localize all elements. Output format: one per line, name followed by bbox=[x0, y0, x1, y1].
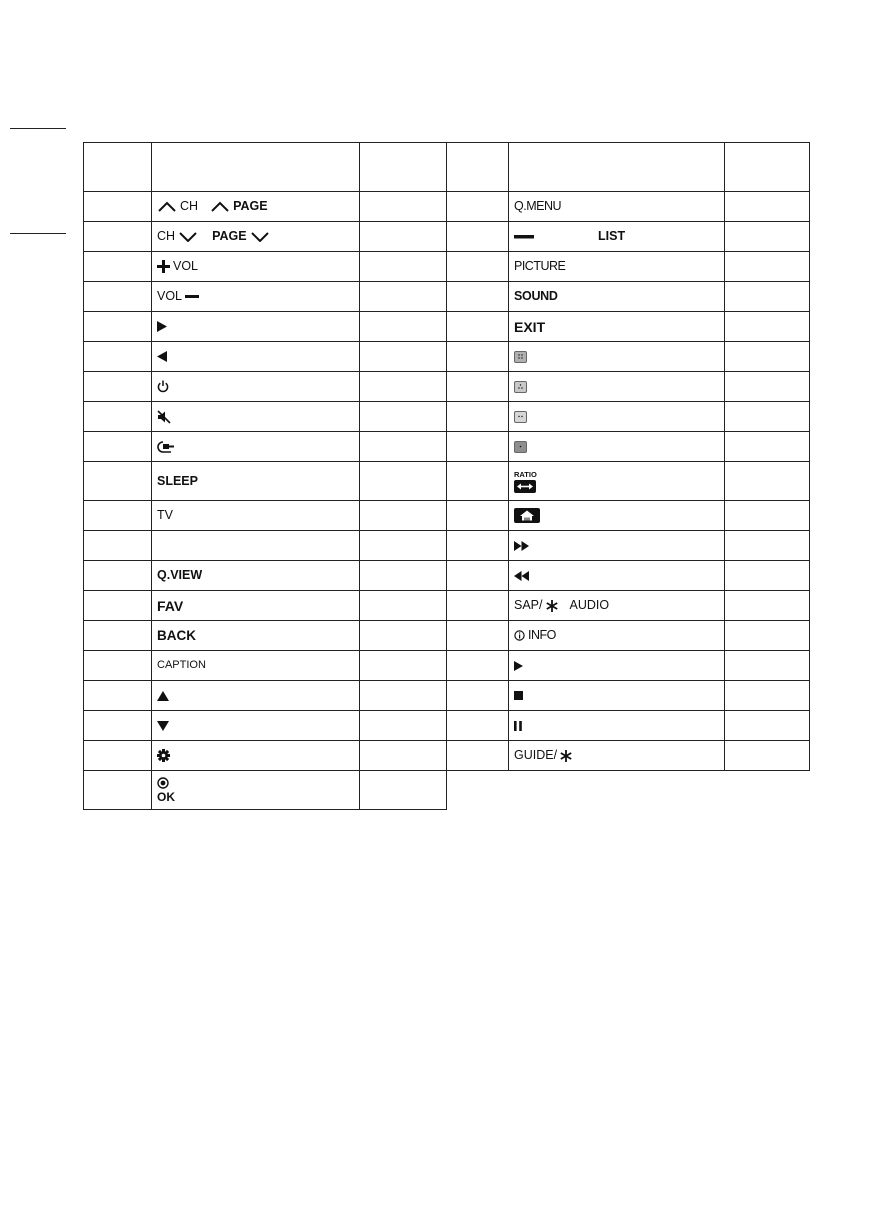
header-cell bbox=[725, 143, 810, 192]
table-cell bbox=[84, 531, 152, 561]
ratio-label: RATIO bbox=[514, 469, 537, 479]
red-key-icon bbox=[514, 351, 527, 363]
table-cell bbox=[447, 531, 509, 561]
table-cell bbox=[509, 192, 725, 222]
table-row bbox=[84, 741, 447, 771]
table-cell bbox=[447, 741, 509, 771]
table-cell bbox=[725, 741, 810, 771]
table-cell bbox=[360, 222, 447, 252]
table-cell bbox=[725, 462, 810, 501]
table-cell bbox=[360, 501, 447, 531]
mute-icon bbox=[157, 410, 171, 424]
table-cell bbox=[360, 681, 447, 711]
table-row bbox=[84, 252, 447, 282]
sap-label: SAP/ bbox=[514, 598, 543, 613]
caption-label: CAPTION bbox=[157, 659, 206, 671]
table-row bbox=[84, 312, 447, 342]
table-cell bbox=[725, 432, 810, 462]
yellow-key-icon bbox=[514, 411, 527, 423]
table-cell bbox=[152, 561, 360, 591]
table-cell bbox=[447, 591, 509, 621]
table-row bbox=[447, 402, 810, 432]
table-row bbox=[84, 591, 447, 621]
back-label: BACK bbox=[157, 627, 196, 643]
header-cell bbox=[152, 143, 360, 192]
fav-label: FAV bbox=[157, 597, 184, 614]
vol-label: VOL bbox=[157, 289, 183, 304]
table-row bbox=[447, 501, 810, 531]
header-cell bbox=[447, 143, 509, 192]
table-cell bbox=[725, 651, 810, 681]
minus-icon bbox=[514, 235, 534, 239]
table-cell bbox=[447, 681, 509, 711]
table-cell bbox=[152, 222, 360, 252]
table-row bbox=[447, 252, 810, 282]
table-cell bbox=[725, 681, 810, 711]
table-cell bbox=[152, 342, 360, 372]
table-row bbox=[447, 282, 810, 312]
info-label: INFO bbox=[528, 628, 556, 643]
left-key-table bbox=[83, 142, 447, 810]
table-cell bbox=[152, 432, 360, 462]
table-cell bbox=[725, 531, 810, 561]
picture-label: PICTURE bbox=[514, 259, 566, 274]
table-cell bbox=[152, 741, 360, 771]
chevron-down-icon bbox=[178, 231, 198, 242]
table-cell bbox=[509, 282, 725, 312]
table-cell bbox=[152, 372, 360, 402]
table-cell bbox=[509, 741, 725, 771]
table-row bbox=[84, 372, 447, 402]
plus-icon bbox=[157, 260, 170, 273]
table-cell bbox=[725, 402, 810, 432]
table-cell bbox=[360, 651, 447, 681]
table-row bbox=[84, 192, 447, 222]
right-key-table bbox=[446, 142, 810, 771]
table-cell bbox=[84, 312, 152, 342]
table-cell bbox=[360, 282, 447, 312]
table-cell bbox=[509, 501, 725, 531]
table-cell bbox=[509, 222, 725, 252]
margin-rule-bottom bbox=[10, 233, 66, 234]
table-cell bbox=[725, 252, 810, 282]
table-cell bbox=[509, 342, 725, 372]
table-cell bbox=[152, 711, 360, 741]
sound-label: SOUND bbox=[514, 289, 558, 304]
table-cell bbox=[84, 282, 152, 312]
tv-label: TV bbox=[157, 508, 173, 523]
page-label: PAGE bbox=[212, 229, 247, 244]
table-cell bbox=[84, 252, 152, 282]
table-cell bbox=[725, 342, 810, 372]
table-cell bbox=[725, 312, 810, 342]
qview-label: Q.VIEW bbox=[157, 568, 203, 583]
table-cell bbox=[725, 282, 810, 312]
pause-icon bbox=[514, 721, 522, 731]
guide-label: GUIDE/ bbox=[514, 748, 558, 763]
table-cell bbox=[84, 372, 152, 402]
table-cell bbox=[447, 651, 509, 681]
table-cell bbox=[152, 462, 360, 501]
table-cell bbox=[84, 741, 152, 771]
chevron-up-icon bbox=[157, 201, 177, 212]
table-row bbox=[447, 531, 810, 561]
table-cell bbox=[447, 711, 509, 741]
table-header-row bbox=[447, 143, 810, 192]
sleep-label: SLEEP bbox=[157, 473, 198, 488]
ok-label: OK bbox=[157, 789, 175, 804]
table-cell bbox=[447, 372, 509, 402]
asterisk-icon bbox=[546, 600, 558, 612]
table-cell bbox=[509, 402, 725, 432]
table-cell bbox=[509, 681, 725, 711]
stop-icon bbox=[514, 691, 523, 700]
table-cell bbox=[360, 711, 447, 741]
table-cell bbox=[447, 402, 509, 432]
chevron-down-icon bbox=[250, 231, 270, 242]
table-cell bbox=[84, 621, 152, 651]
list-label: LIST bbox=[598, 229, 626, 244]
table-cell bbox=[447, 342, 509, 372]
table-cell bbox=[509, 651, 725, 681]
ch-label: CH bbox=[157, 229, 176, 244]
table-cell bbox=[152, 771, 360, 810]
table-cell bbox=[360, 402, 447, 432]
table-cell bbox=[509, 252, 725, 282]
table-cell bbox=[152, 591, 360, 621]
table-row bbox=[447, 561, 810, 591]
table-row bbox=[84, 621, 447, 651]
table-cell bbox=[84, 771, 152, 810]
table-cell bbox=[509, 462, 725, 501]
table-cell bbox=[84, 591, 152, 621]
table-cell bbox=[84, 561, 152, 591]
exit-label: EXIT bbox=[514, 318, 546, 335]
table-row bbox=[84, 681, 447, 711]
table-row bbox=[447, 711, 810, 741]
table-row bbox=[84, 462, 447, 501]
table-cell bbox=[725, 621, 810, 651]
table-row bbox=[84, 282, 447, 312]
table-cell bbox=[509, 591, 725, 621]
table-row bbox=[84, 531, 447, 561]
table-cell bbox=[360, 462, 447, 501]
vol-label: VOL bbox=[173, 259, 199, 274]
table-cell bbox=[447, 192, 509, 222]
blue-key-icon bbox=[514, 441, 527, 453]
table-cell bbox=[447, 222, 509, 252]
rewind-icon bbox=[514, 571, 529, 581]
audio-label: AUDIO bbox=[569, 598, 610, 613]
table-cell bbox=[360, 432, 447, 462]
table-row bbox=[447, 192, 810, 222]
header-cell bbox=[509, 143, 725, 192]
table-row bbox=[447, 312, 810, 342]
play-right-icon bbox=[157, 321, 167, 332]
table-cell bbox=[360, 591, 447, 621]
table-cell bbox=[84, 222, 152, 252]
table-cell bbox=[84, 651, 152, 681]
table-cell bbox=[84, 402, 152, 432]
play-icon bbox=[514, 661, 523, 671]
table-row bbox=[447, 681, 810, 711]
table-cell bbox=[84, 681, 152, 711]
table-cell bbox=[152, 621, 360, 651]
ch-label: CH bbox=[180, 199, 199, 214]
table-cell bbox=[152, 282, 360, 312]
asterisk-icon bbox=[560, 750, 572, 762]
table-cell bbox=[360, 342, 447, 372]
table-cell bbox=[725, 222, 810, 252]
table-row bbox=[84, 771, 447, 810]
page-label: PAGE bbox=[233, 199, 268, 214]
table-cell bbox=[360, 741, 447, 771]
home-icon bbox=[514, 508, 540, 523]
power-icon bbox=[157, 380, 169, 393]
table-row bbox=[84, 711, 447, 741]
table-cell bbox=[447, 312, 509, 342]
ok-icon bbox=[157, 777, 169, 789]
table-cell bbox=[152, 531, 360, 561]
table-row bbox=[84, 501, 447, 531]
table-cell bbox=[509, 621, 725, 651]
table-cell bbox=[725, 192, 810, 222]
table-row bbox=[84, 432, 447, 462]
table-cell bbox=[447, 282, 509, 312]
table-row bbox=[84, 651, 447, 681]
header-cell bbox=[360, 143, 447, 192]
table-cell bbox=[360, 771, 447, 810]
table-cell bbox=[152, 681, 360, 711]
table-row bbox=[447, 621, 810, 651]
ratio-icon bbox=[514, 480, 536, 493]
triangle-up-icon bbox=[157, 691, 169, 701]
table-cell bbox=[84, 711, 152, 741]
table-row bbox=[447, 372, 810, 402]
table-cell bbox=[509, 531, 725, 561]
table-cell bbox=[509, 711, 725, 741]
margin-rule-top bbox=[10, 128, 66, 129]
table-cell bbox=[84, 192, 152, 222]
table-row bbox=[84, 342, 447, 372]
table-row bbox=[447, 222, 810, 252]
triangle-down-icon bbox=[157, 721, 169, 731]
table-row bbox=[447, 591, 810, 621]
table-cell bbox=[360, 312, 447, 342]
table-cell bbox=[725, 561, 810, 591]
table-cell bbox=[447, 432, 509, 462]
table-cell bbox=[509, 312, 725, 342]
table-cell bbox=[84, 432, 152, 462]
table-cell bbox=[152, 192, 360, 222]
chevron-up-icon bbox=[210, 201, 230, 212]
table-cell bbox=[725, 711, 810, 741]
header-cell bbox=[84, 143, 152, 192]
table-row bbox=[447, 651, 810, 681]
table-cell bbox=[509, 372, 725, 402]
table-cell bbox=[152, 651, 360, 681]
table-cell bbox=[447, 462, 509, 501]
table-cell bbox=[360, 621, 447, 651]
table-cell bbox=[360, 531, 447, 561]
table-cell bbox=[447, 561, 509, 591]
table-cell bbox=[447, 252, 509, 282]
table-cell bbox=[360, 252, 447, 282]
input-icon bbox=[157, 440, 175, 454]
table-cell bbox=[509, 432, 725, 462]
gear-icon bbox=[157, 749, 170, 762]
table-cell bbox=[447, 501, 509, 531]
table-cell bbox=[152, 312, 360, 342]
table-cell bbox=[360, 192, 447, 222]
table-row bbox=[447, 741, 810, 771]
table-cell bbox=[84, 462, 152, 501]
table-cell bbox=[152, 402, 360, 432]
table-cell bbox=[509, 561, 725, 591]
table-cell bbox=[725, 372, 810, 402]
table-cell bbox=[447, 621, 509, 651]
table-cell bbox=[84, 501, 152, 531]
minus-icon bbox=[185, 295, 199, 299]
fast-forward-icon bbox=[514, 541, 529, 551]
table-cell bbox=[84, 342, 152, 372]
table-row bbox=[84, 222, 447, 252]
table-cell bbox=[152, 252, 360, 282]
table-cell bbox=[360, 372, 447, 402]
table-cell bbox=[725, 591, 810, 621]
table-row bbox=[447, 342, 810, 372]
table-cell bbox=[152, 501, 360, 531]
play-left-icon bbox=[157, 351, 167, 362]
qmenu-label: Q.MENU bbox=[514, 199, 561, 214]
table-row bbox=[84, 561, 447, 591]
table-cell bbox=[725, 501, 810, 531]
table-header-row bbox=[84, 143, 447, 192]
table-cell bbox=[360, 561, 447, 591]
table-row bbox=[447, 462, 810, 501]
info-icon bbox=[514, 630, 525, 641]
table-row bbox=[84, 402, 447, 432]
table-row bbox=[447, 432, 810, 462]
green-key-icon bbox=[514, 381, 527, 393]
